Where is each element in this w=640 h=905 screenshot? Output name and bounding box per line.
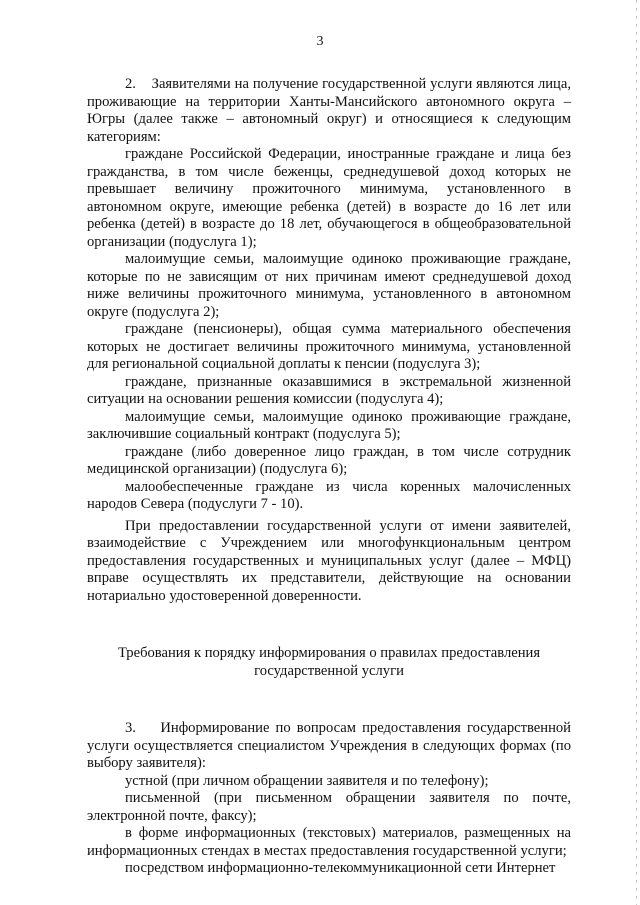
- category-paragraph: граждане, признанные оказавшимися в экстремальной жизненной ситуации на основании решения комиссии (подуслуга 4);: [87, 373, 571, 407]
- category-paragraph: малообеспеченные граждане из числа коренных малочисленных народов Севера (подуслуги 7 - 10).: [87, 478, 571, 512]
- category-paragraph: малоимущие семьи, малоимущие одиноко проживающие граждане, заключившие социальный контракт (подуслуга 5);: [87, 408, 571, 442]
- page-number: 3: [316, 34, 324, 49]
- section-3-intro: 3. Информирование по вопросам предоставления государственной услуги осуществляется специалистом Учреждения в следующих формах (по выбору заявителя):: [87, 720, 571, 771]
- representatives-paragraph: При предоставлении государственной услуги от имени заявителей, взаимодействие с Учреждением или многофункциональным центром предоставления государственных и муниципальных услуг (далее – МФЦ) вправе осуществлять их представители, действующие на основании нотариально удостоверенной доверенности.: [87, 517, 571, 604]
- form-paragraph: посредством информационно-телекоммуникационной сети Интернет: [125, 860, 556, 876]
- section-2-intro: 2. Заявителями на получение государственной услуги являются лица, проживающие на территории Ханты-Мансийского автономного округа – Югры (далее также – автономный округ) и относящиеся к следующим категориям:: [87, 76, 571, 145]
- document-body: [87, 76, 571, 878]
- form-paragraph: устной (при личном обращении заявителя и по телефону);: [125, 772, 489, 789]
- category-paragraph: граждане Российской Федерации, иностранные граждане и лица без гражданства, в том числе беженцы, среднедушевой доход которых не превышает величину прожиточного минимума, установленного в автономном округе, имеющие ребенка (детей) в возрасте до 16 лет или ребенка (детей) в возрасте до 18 лет, обучающегося в общеобразовательной организации (подуслуга 1);: [87, 146, 571, 250]
- form-paragraph: письменной (при письменном обращении заявителя по почте, электронной почте, факсу);: [87, 790, 571, 824]
- form-paragraph: в форме информационных (текстовых) материалов, размещенных на информационных стендах в местах предоставления государственной услуги;: [87, 825, 571, 859]
- category-paragraph: малоимущие семьи, малоимущие одиноко проживающие граждане, которые по не зависящим от них причинам имеют среднедушевой доход ниже величины прожиточного минимума, установленного в автономном округе (подуслуга 2);: [87, 251, 571, 320]
- section-heading: Требования к порядку информирования о правилах предоставления государственной услуги: [117, 645, 541, 679]
- category-paragraph: граждане (либо доверенное лицо граждан, в том числе сотрудник медицинской организации) (подуслуга 6);: [87, 443, 571, 477]
- scan-edge-divider: [636, 0, 637, 905]
- category-paragraph: граждане (пенсионеры), общая сумма материального обеспечения которых не достигает величины прожиточного минимума, установленной для региональной социальной доплаты к пенсии (подуслуга 3);: [87, 321, 571, 372]
